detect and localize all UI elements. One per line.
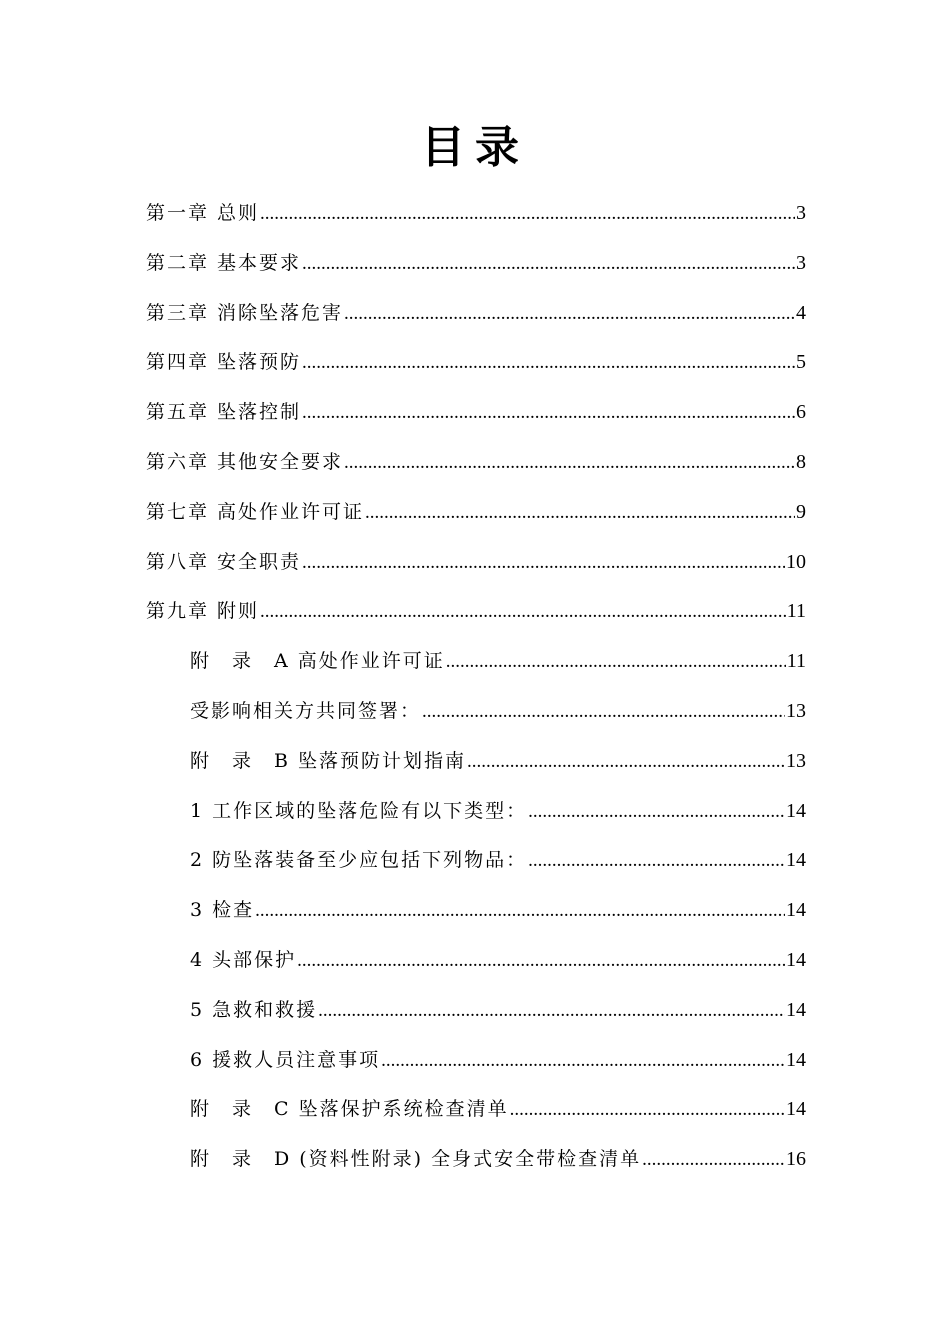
toc-entry[interactable] — [146, 198, 806, 228]
toc-entry[interactable] — [146, 447, 806, 477]
toc-title: 目录 — [421, 122, 529, 173]
toc-entry[interactable] — [146, 347, 806, 377]
toc-entry-label: 附 录 D (资料性附录) 全身式安全带检查清单 — [190, 1148, 642, 1170]
toc-entry-label: 受影响相关方共同签署： — [190, 700, 422, 722]
toc-entry-label: 第八章 安全职责 — [146, 551, 302, 573]
toc-entry[interactable] — [146, 596, 806, 626]
toc-entry-page-number: 14 — [786, 800, 806, 822]
toc-leader-dots — [260, 199, 795, 229]
toc-entry-label: 第七章 高处作业许可证 — [146, 501, 365, 523]
toc-entry-label: 第一章 总则 — [146, 202, 260, 224]
toc-leader-dots — [344, 299, 795, 329]
toc-leader-dots — [365, 498, 795, 528]
toc-entry[interactable] — [190, 746, 806, 776]
toc-entry-label: 第九章 附则 — [146, 600, 260, 622]
toc-entry-page-number: 8 — [796, 451, 806, 473]
toc-leader-dots — [446, 647, 786, 677]
toc-leader-dots — [255, 896, 785, 926]
toc-leader-dots — [302, 348, 795, 378]
toc-entry-label: 1 工作区域的坠落危险有以下类型： — [190, 800, 528, 822]
toc-entry-label: 6 援救人员注意事项 — [190, 1049, 381, 1071]
toc-entry[interactable] — [146, 248, 806, 278]
toc-entry-page-number: 5 — [796, 351, 806, 373]
toc-entry-page-number: 6 — [796, 401, 806, 423]
toc-leader-dots — [302, 548, 785, 578]
toc-entry-page-number: 14 — [786, 1049, 806, 1071]
toc-leader-dots — [528, 797, 785, 827]
toc-entry-page-number: 10 — [786, 551, 806, 573]
toc-entry-label: 第六章 其他安全要求 — [146, 451, 344, 473]
toc-entry-page-number: 14 — [786, 849, 806, 871]
toc-leader-dots — [642, 1145, 785, 1175]
toc-entry[interactable] — [146, 298, 806, 328]
toc-entry[interactable] — [190, 995, 806, 1025]
toc-entry-page-number: 14 — [786, 949, 806, 971]
toc-entry-label: 3 检查 — [190, 899, 255, 921]
toc-entry-label: 2 防坠落装备至少应包括下列物品： — [190, 849, 528, 871]
toc-entry-page-number: 16 — [786, 1148, 806, 1170]
toc-leader-dots — [297, 946, 785, 976]
toc-entry-page-number: 13 — [786, 700, 806, 722]
toc-entry-page-number: 3 — [796, 252, 806, 274]
toc-entry[interactable] — [190, 646, 806, 676]
toc-entry-label: 4 头部保护 — [190, 949, 297, 971]
toc-leader-dots — [302, 249, 795, 279]
toc-entry-page-number: 14 — [786, 899, 806, 921]
toc-leader-dots — [422, 697, 785, 727]
toc-entry-label: 附 录 C 坠落保护系统检查清单 — [190, 1098, 509, 1120]
toc-entry[interactable] — [146, 397, 806, 427]
toc-entry-label: 第五章 坠落控制 — [146, 401, 302, 423]
toc-entry-label: 5 急救和救援 — [190, 999, 318, 1021]
toc-entry[interactable] — [190, 895, 806, 925]
toc-entry-page-number: 14 — [786, 1098, 806, 1120]
toc-entry-page-number: 4 — [796, 302, 806, 324]
toc-entry[interactable] — [190, 945, 806, 975]
toc-leader-dots — [467, 747, 785, 777]
toc-leader-dots — [302, 398, 795, 428]
toc-entry-page-number: 9 — [796, 501, 806, 523]
toc-entry[interactable] — [146, 497, 806, 527]
toc-entry[interactable] — [190, 696, 806, 726]
toc-entry-label: 第二章 基本要求 — [146, 252, 302, 274]
toc-entry[interactable] — [190, 1045, 806, 1075]
toc-leader-dots — [344, 448, 795, 478]
toc-entry-label: 第四章 坠落预防 — [146, 351, 302, 373]
toc-leader-dots — [510, 1095, 785, 1125]
toc-leader-dots — [381, 1046, 785, 1076]
toc-entry[interactable] — [190, 1094, 806, 1124]
toc-leader-dots — [318, 996, 785, 1026]
toc-entry[interactable] — [146, 547, 806, 577]
toc-entry-page-number: 14 — [786, 999, 806, 1021]
toc-entry[interactable] — [190, 845, 806, 875]
toc-entry-page-number: 13 — [786, 750, 806, 772]
toc-entry-page-number: 11 — [786, 650, 806, 672]
toc-entry-label: 第三章 消除坠落危害 — [146, 302, 344, 324]
toc-entry-page-number: 11 — [786, 600, 806, 622]
toc-entry[interactable] — [190, 1144, 806, 1174]
toc-leader-dots — [260, 597, 786, 627]
toc-entry-label: 附 录 A 高处作业许可证 — [190, 650, 445, 672]
toc-leader-dots — [528, 846, 785, 876]
toc-entry[interactable] — [190, 796, 806, 826]
toc-entry-label: 附 录 B 坠落预防计划指南 — [190, 750, 467, 772]
toc-entry-page-number: 3 — [796, 202, 806, 224]
